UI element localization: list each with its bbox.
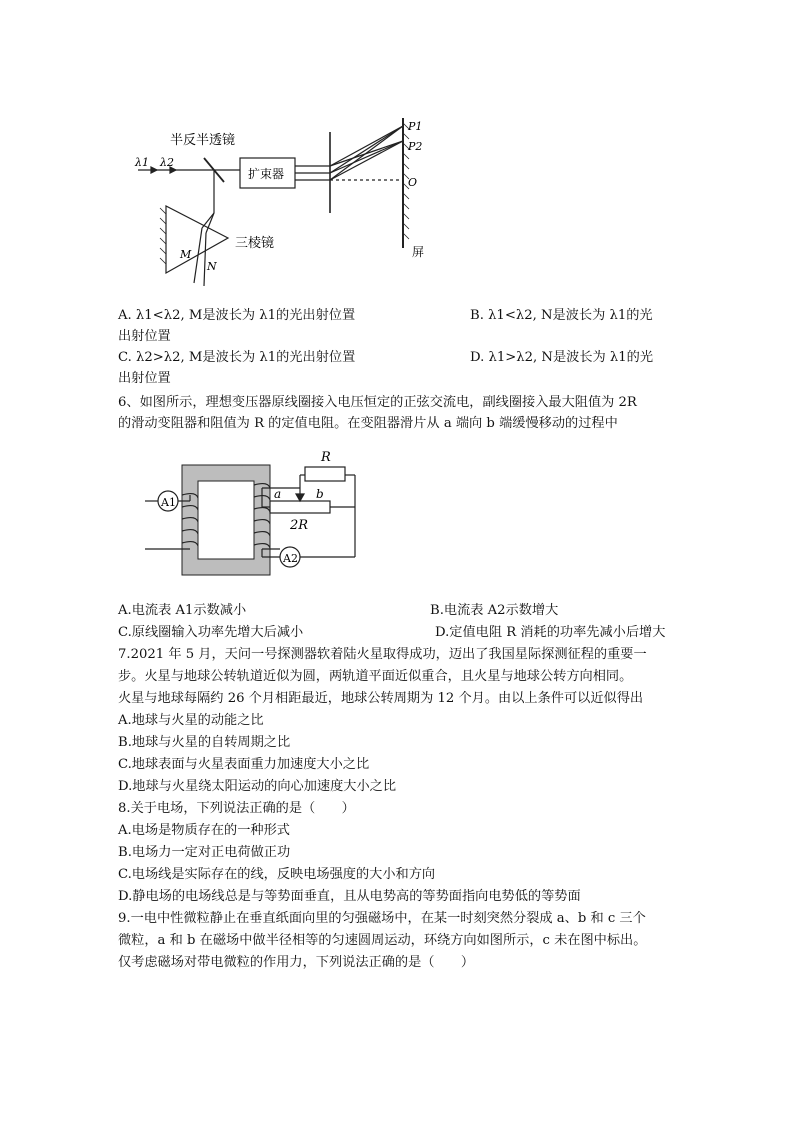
q7-option-b: B.地球与火星的自转周期之比: [118, 735, 291, 750]
lambda2-label: λ2: [160, 156, 174, 169]
ammeter-a2-label: A2: [283, 552, 298, 565]
q8-option-c: C.电场线是实际存在的线，反映电场强度的大小和方向: [118, 867, 436, 882]
q6-stem-line1: 6、如图所示，理想变压器原线圈接入电压恒定的正弦交流电，副线圈接入最大阻值为 2R: [118, 395, 637, 410]
slider-b-label: b: [316, 487, 324, 501]
q8-option-b: B.电场力一定对正电荷做正功: [118, 845, 291, 860]
q7-stem-line1: 7.2021 年 5 月，天问一号探测器软着陆火星取得成功，迈出了我国星际探测征程的重要一: [118, 647, 647, 662]
q6-stem-line2: 的滑动变阻器和阻值为 R 的定值电阻。在变阻器滑片从 a 端向 b 端缓慢移动的过程中: [118, 416, 618, 431]
p2-label: P2: [408, 140, 423, 153]
q7-stem-line3: 火星与地球每隔约 26 个月相距最近，地球公转周期为 12 个月。由以上条件可以近似得出: [118, 691, 644, 706]
optics-diagram: [118, 108, 448, 298]
q5-option-c: C. λ2>λ2, M是波长为 λ1的光出射位置: [118, 350, 356, 365]
expander-label: 扩束器: [248, 167, 285, 181]
q6-option-d: D.定值电阻 R 消耗的功率先减小后增大: [435, 625, 666, 640]
q5-option-b: B. λ1<λ2, N是波长为 λ1的光: [470, 308, 653, 323]
q8-option-d: D.静电场的电场线总是与等势面垂直，且从电势高的等势面指向电势低的等势面: [118, 889, 581, 904]
q5-option-a: A. λ1<λ2, M是波长为 λ1的光出射位置: [118, 308, 356, 323]
p1-label: P1: [408, 120, 423, 133]
ammeter-a1-label: A1: [161, 496, 176, 509]
rheostat-2r-label: 2R: [290, 518, 309, 533]
q9-stem-line3: 仅考虑磁场对带电微粒的作用力，下列说法正确的是（ ）: [118, 955, 475, 970]
q7-option-c: C.地球表面与火星表面重力加速度大小之比: [118, 757, 370, 772]
q8-stem: 8.关于电场，下列说法正确的是（ ）: [118, 801, 355, 816]
q9-stem-line1: 9.一电中性微粒静止在垂直纸面向里的匀强磁场中，在某一时刻突然分裂成 a、b 和 c 三个: [118, 911, 646, 926]
n-label: N: [207, 260, 217, 273]
q5-option-b-cont: 出射位置: [118, 329, 171, 344]
lambda1-label: λ1: [135, 156, 149, 169]
q7-stem-line2: 步。火星与地球公转轨道近似为圆，两轨道平面近似重合，且火星与地球公转方向相同。: [118, 669, 633, 684]
screen-label: 屏: [412, 245, 425, 259]
transformer-circuit-diagram: [140, 445, 380, 585]
o-label: O: [408, 176, 418, 189]
q5-option-d: D. λ1>λ2, N是波长为 λ1的光: [470, 350, 654, 365]
q6-option-b: B.电流表 A2示数增大: [430, 603, 559, 618]
q9-stem-line2: 微粒，a 和 b 在磁场中做半径相等的匀速圆周运动，环绕方向如图所示，c 未在图中标出。: [118, 933, 647, 948]
half-mirror-label: 半反半透镜: [170, 133, 236, 148]
slider-a-label: a: [274, 487, 282, 501]
m-label: M: [180, 248, 192, 261]
q7-option-a: A.地球与火星的动能之比: [118, 713, 264, 728]
q8-option-a: A.电场是物质存在的一种形式: [118, 823, 290, 838]
q5-option-d-cont: 出射位置: [118, 371, 171, 386]
q7-option-d: D.地球与火星绕太阳运动的向心加速度大小之比: [118, 779, 397, 794]
q6-option-c: C.原线圈输入功率先增大后减小: [118, 625, 304, 640]
q6-option-a: A.电流表 A1示数减小: [118, 603, 247, 618]
resistor-r-label: R: [321, 450, 331, 465]
prism-label: 三棱镜: [235, 236, 275, 251]
